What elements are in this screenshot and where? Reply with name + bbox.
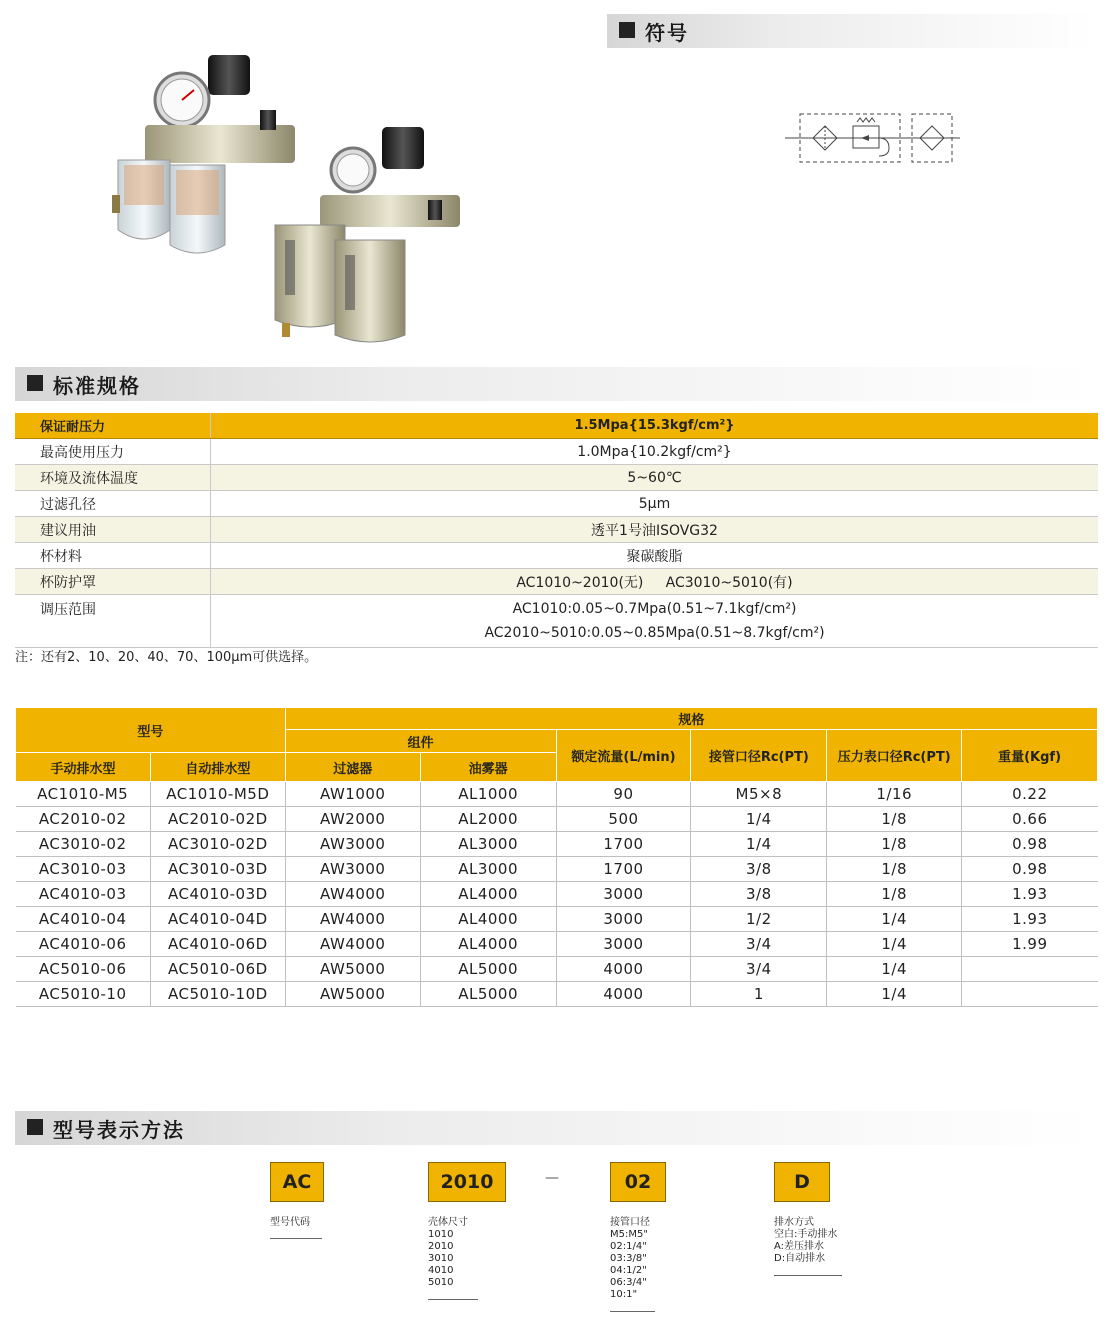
table-cell: AC4010-06D <box>150 932 285 957</box>
table-cell: 1/4 <box>827 957 962 982</box>
table-cell: AC3010-03 <box>16 857 151 882</box>
table-cell: 3/8 <box>691 882 827 907</box>
table-cell: AW4000 <box>285 907 420 932</box>
table-cell: 3000 <box>556 907 691 932</box>
col-header-weight: 重量(Kgf) <box>962 730 1098 782</box>
table-row <box>16 957 1098 982</box>
spec-label: 保证耐压力 <box>15 413 211 439</box>
table-cell: AW3000 <box>285 857 420 882</box>
table-cell: AC2010-02 <box>16 807 151 832</box>
table-cell: AL3000 <box>420 832 556 857</box>
table-cell: 0.98 <box>962 857 1098 882</box>
col-header-model: 型号 <box>16 708 286 753</box>
table-row <box>16 782 1098 807</box>
table-cell: 1700 <box>556 857 691 882</box>
table-cell: AC5010-10 <box>16 982 151 1007</box>
spec-row <box>15 517 1098 543</box>
table-cell: AC4010-03D <box>150 882 285 907</box>
spec-value-multi <box>211 595 1099 648</box>
col-header-filter: 过滤器 <box>285 753 420 782</box>
spec-value: 5~60℃ <box>211 465 1099 491</box>
table-row <box>16 832 1098 857</box>
col-header-auto: 自动排水型 <box>150 753 285 782</box>
table-row <box>16 932 1098 957</box>
table-cell <box>962 982 1098 1007</box>
table-cell: AW3000 <box>285 832 420 857</box>
symbol-section-header <box>607 14 1097 48</box>
table-cell: AC1010-M5 <box>16 782 151 807</box>
table-cell: AC4010-04 <box>16 907 151 932</box>
spec-label: 建议用油 <box>15 517 211 543</box>
table-cell: 3000 <box>556 932 691 957</box>
model-table <box>15 707 1098 1007</box>
spec-label: 过滤孔径 <box>15 491 211 517</box>
spec-row <box>15 569 1098 595</box>
table-cell: AL2000 <box>420 807 556 832</box>
spec-section-header <box>15 367 1098 401</box>
spec-value-line: AC1010:0.05~0.7Mpa(0.51~7.1kgf/cm²) <box>512 601 797 617</box>
table-cell: AL5000 <box>420 982 556 1007</box>
table-cell: AL5000 <box>420 957 556 982</box>
col-header-flow: 额定流量(L/min) <box>556 730 691 782</box>
model-code-section-header <box>15 1111 1098 1145</box>
spec-label: 杯防护罩 <box>15 569 211 595</box>
table-cell: 0.66 <box>962 807 1098 832</box>
table-cell: 3/8 <box>691 857 827 882</box>
table-cell: AC2010-02D <box>150 807 285 832</box>
pneumatic-symbol <box>785 108 960 168</box>
table-row <box>16 982 1098 1007</box>
table-cell: 1.99 <box>962 932 1098 957</box>
table-cell: 3000 <box>556 882 691 907</box>
table-cell: 1700 <box>556 832 691 857</box>
spec-row <box>15 543 1098 569</box>
table-cell: AL4000 <box>420 932 556 957</box>
spec-value: 1.5Mpa{15.3kgf/cm²} <box>211 413 1099 439</box>
table-row <box>16 907 1098 932</box>
table-cell: 1/4 <box>691 807 827 832</box>
table-cell: M5×8 <box>691 782 827 807</box>
code-underline <box>428 1299 478 1300</box>
table-cell: AL1000 <box>420 782 556 807</box>
table-cell: 1/8 <box>827 832 962 857</box>
table-cell: 1/8 <box>827 807 962 832</box>
col-header-lubricator: 油雾器 <box>420 753 556 782</box>
spec-table <box>15 413 1098 648</box>
spec-value: 聚碳酸脂 <box>211 543 1099 569</box>
table-cell <box>962 957 1098 982</box>
code-dash: — <box>545 1170 559 1186</box>
table-cell: 500 <box>556 807 691 832</box>
spec-note: 注：还有2、10、20、40、70、100μm可供选择。 <box>15 650 318 665</box>
code-box-port-size: 02 <box>610 1162 666 1202</box>
table-cell: AL4000 <box>420 907 556 932</box>
table-cell: AL4000 <box>420 882 556 907</box>
col-header-spec: 规格 <box>285 708 1097 730</box>
spec-label: 环境及流体温度 <box>15 465 211 491</box>
table-cell: 1/4 <box>827 907 962 932</box>
header-row <box>16 708 1098 730</box>
spec-value: AC1010~2010(无) AC3010~5010(有) <box>211 569 1099 595</box>
table-cell: AL3000 <box>420 857 556 882</box>
table-cell: AW4000 <box>285 932 420 957</box>
spec-label: 最高使用压力 <box>15 439 211 465</box>
code-box-body-size: 2010 <box>428 1162 506 1202</box>
table-cell: AW1000 <box>285 782 420 807</box>
spec-row <box>15 413 1098 439</box>
section-title: 型号表示方法 <box>53 1118 185 1142</box>
spec-value: 1.0Mpa{10.2kgf/cm²} <box>211 439 1099 465</box>
table-cell: AW2000 <box>285 807 420 832</box>
spec-value-line: AC2010~5010:0.05~0.85Mpa(0.51~8.7kgf/cm²) <box>484 625 825 641</box>
spec-row <box>15 491 1098 517</box>
bullet-square-icon <box>619 22 635 38</box>
spec-row <box>15 439 1098 465</box>
table-cell: AC4010-06 <box>16 932 151 957</box>
table-cell: 1.93 <box>962 882 1098 907</box>
table-cell: 3/4 <box>691 957 827 982</box>
table-cell: 1 <box>691 982 827 1007</box>
table-cell: AC3010-02 <box>16 832 151 857</box>
table-cell: 3/4 <box>691 932 827 957</box>
spec-row <box>15 465 1098 491</box>
code-underline <box>610 1311 655 1312</box>
table-cell: AC1010-M5D <box>150 782 285 807</box>
code-desc-body-size: 壳体尺寸 1010 2010 3010 4010 5010 <box>428 1217 468 1288</box>
table-cell: AW5000 <box>285 982 420 1007</box>
section-title: 符号 <box>645 21 689 45</box>
bullet-square-icon <box>27 375 43 391</box>
table-cell: AC4010-04D <box>150 907 285 932</box>
spec-value: 5μm <box>211 491 1099 517</box>
col-header-gauge-port: 压力表口径Rc(PT) <box>827 730 962 782</box>
table-cell: 0.98 <box>962 832 1098 857</box>
spec-row <box>15 595 1098 648</box>
table-cell: 1.93 <box>962 907 1098 932</box>
table-cell: AC5010-10D <box>150 982 285 1007</box>
table-cell: 0.22 <box>962 782 1098 807</box>
table-cell: AC5010-06D <box>150 957 285 982</box>
table-cell: 1/8 <box>827 857 962 882</box>
table-cell: 90 <box>556 782 691 807</box>
col-header-port: 接管口径Rc(PT) <box>691 730 827 782</box>
table-cell: 1/8 <box>827 882 962 907</box>
code-desc-drain: 排水方式 空白:手动排水 A:差压排水 D:自动排水 <box>774 1217 838 1264</box>
code-box-drain: D <box>774 1162 830 1202</box>
table-cell: 1/4 <box>827 982 962 1007</box>
table-row <box>16 882 1098 907</box>
table-cell: 1/4 <box>827 932 962 957</box>
table-cell: AC3010-02D <box>150 832 285 857</box>
code-desc-series: 型号代码 <box>270 1217 310 1228</box>
spec-value: 透平1号油ISOVG32 <box>211 517 1099 543</box>
code-underline <box>774 1275 842 1276</box>
table-cell: 1/4 <box>691 832 827 857</box>
table-cell: AC4010-03 <box>16 882 151 907</box>
spec-label: 调压范围 <box>15 595 211 648</box>
col-header-manual: 手动排水型 <box>16 753 151 782</box>
table-cell: AW5000 <box>285 957 420 982</box>
code-desc-port-size: 接管口径 M5:M5" 02:1/4" 03:3/8" 04:1/2" 06:3/4" 10:1" <box>610 1217 650 1300</box>
table-cell: AC3010-03D <box>150 857 285 882</box>
code-box-series: AC <box>270 1162 324 1202</box>
spec-label: 杯材料 <box>15 543 211 569</box>
table-cell: 4000 <box>556 957 691 982</box>
table-cell: AW4000 <box>285 882 420 907</box>
col-header-component: 组件 <box>285 730 556 753</box>
table-row <box>16 807 1098 832</box>
section-title: 标准规格 <box>53 374 141 398</box>
table-cell: 4000 <box>556 982 691 1007</box>
bullet-square-icon <box>27 1119 43 1135</box>
code-underline <box>270 1238 322 1239</box>
table-cell: AC5010-06 <box>16 957 151 982</box>
product-image <box>100 45 480 345</box>
table-cell: 1/16 <box>827 782 962 807</box>
table-cell: 1/2 <box>691 907 827 932</box>
table-row <box>16 857 1098 882</box>
